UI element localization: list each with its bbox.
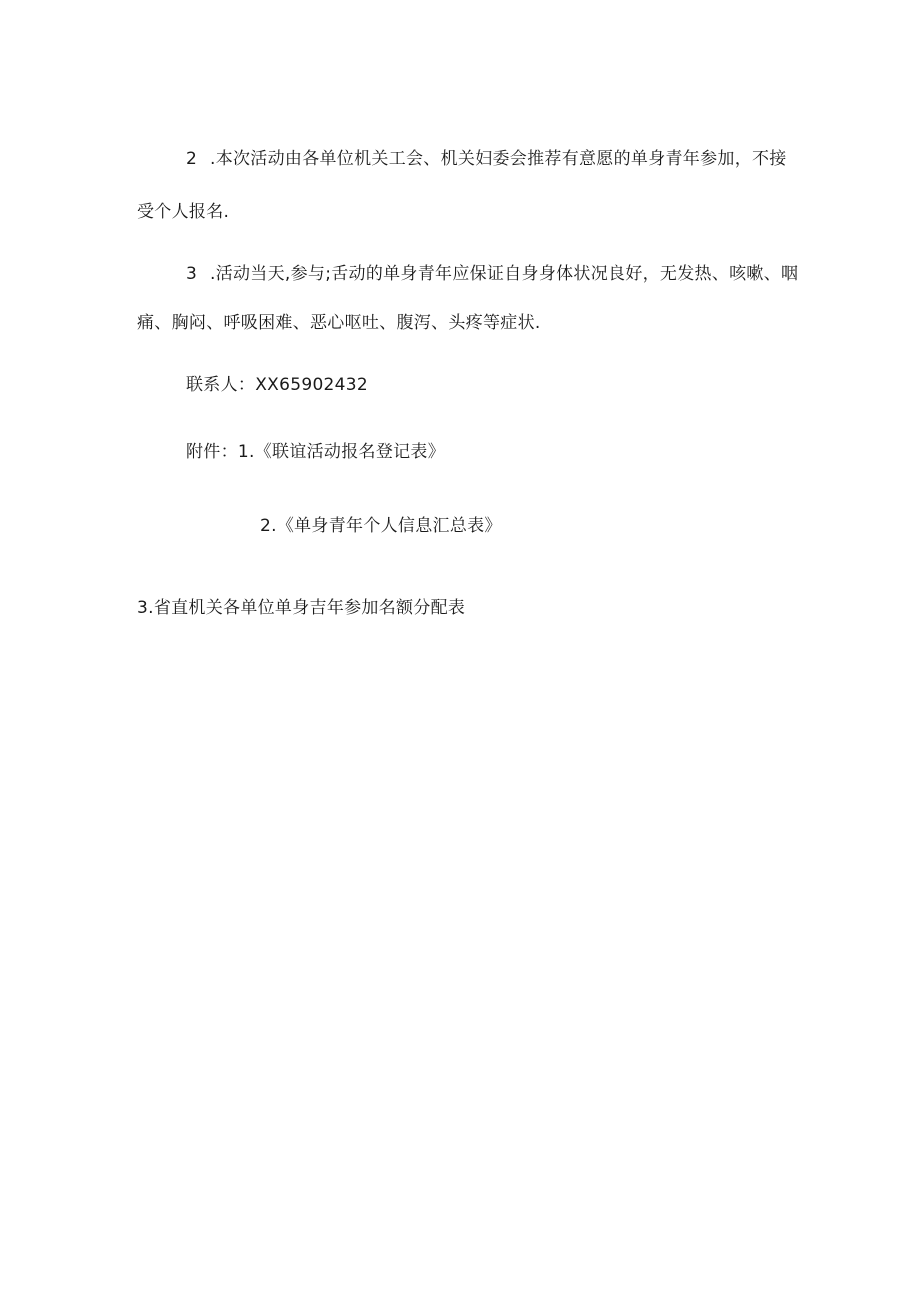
item-3-number: 3 [186,264,198,284]
attachment-item-3: 3.省直机关各单位单身吉年参加名额分配表 [137,598,466,618]
item-3-line-2: 痛、胸闷、呼吸困难、恶心呕吐、腹泻、头疼等症状. [137,313,541,333]
attachment-item-2: 2.《单身青年个人信息汇总表》 [260,516,502,536]
item-2-number: 2 [186,149,198,169]
attachment-item-1: 附件：1.《联谊活动报名登记表》 [186,442,446,462]
item-3-text-line-1: .活动当天,参与;舌动的单身青年应保证自身身体状况良好，无发热、咳嗽、咽 [210,264,799,284]
contact-line: 联系人：XX65902432 [186,375,369,395]
item-2-line-2: 受个人报名. [137,202,230,222]
item-3-line-1 [186,262,798,286]
item-2-line-1 [186,147,787,171]
item-2-text-line-1: .本次活动由各单位机关工会、机关妇委会推荐有意愿的单身青年参加，不接 [210,149,787,169]
